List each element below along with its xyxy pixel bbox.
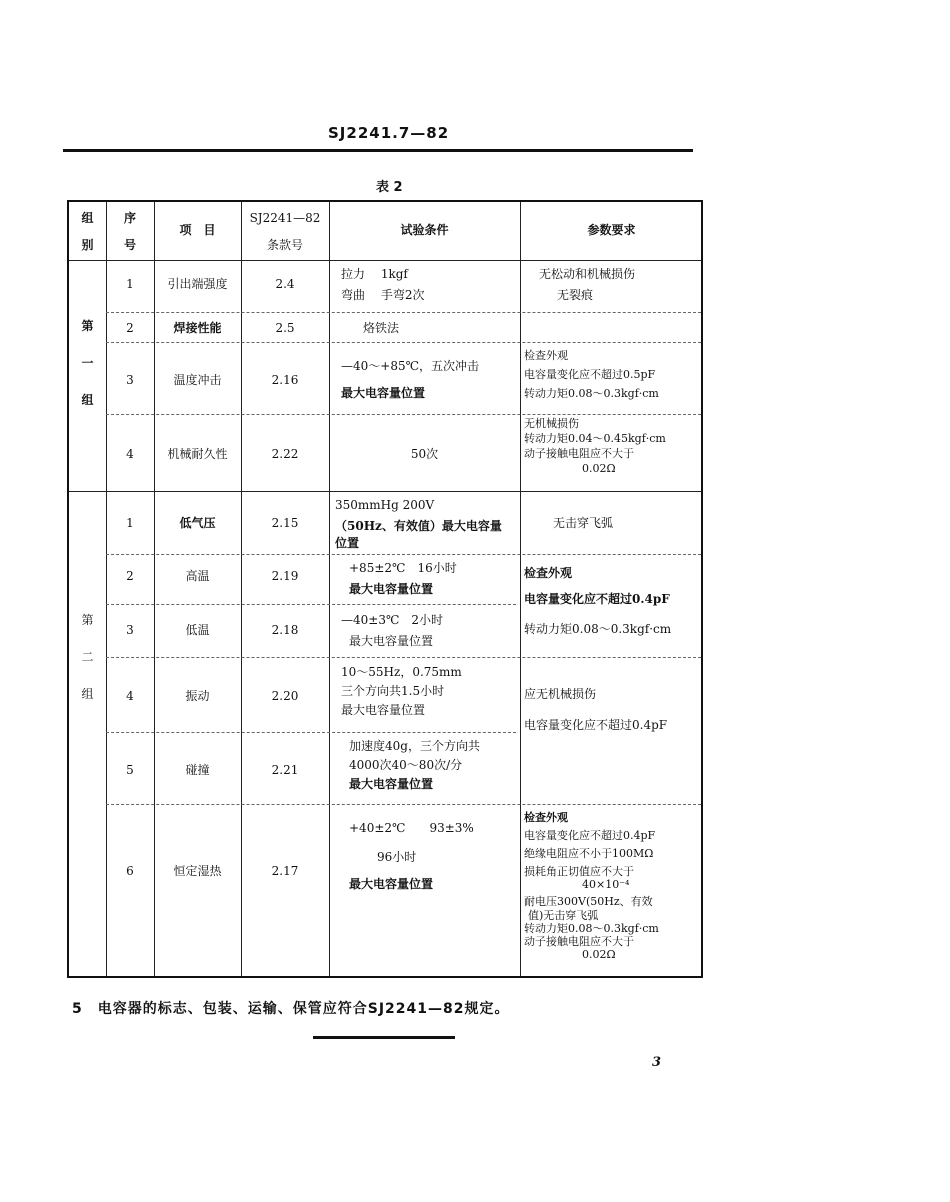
item-cell: 低温 [185, 623, 210, 637]
note-paragraph: 5 电容器的标志、包装、运输、保管应符合SJ2241—82规定。 [72, 1001, 510, 1017]
conditions-cell: 加速度40g，三个方向共 4000次40～80次/分 最大电容量位置 [349, 739, 480, 791]
conditions-cell: 拉力 1kgf 弯曲 手弯2次 [341, 267, 425, 302]
header-group: 组 别 [81, 211, 94, 252]
requirements-cell: 无松动和机械损伤 无裂痕 [539, 267, 636, 302]
col-divider [106, 202, 107, 976]
conditions-cell: 350mmHg 200V （50Hz、有效值）最大电容量 位置 [335, 498, 502, 550]
conditions-cell: 50次 [410, 447, 439, 461]
requirements-cell: 应无机械损伤 电容量变化应不超过0.4pF [524, 687, 668, 732]
row-divider [106, 804, 701, 805]
col-divider [329, 202, 330, 976]
item-cell: 高温 [185, 569, 210, 583]
seq-cell: 1 [126, 277, 134, 291]
group-1-label: 第 一 组 [81, 319, 94, 407]
row-divider [106, 732, 516, 733]
clause-cell: 2.15 [271, 516, 299, 530]
header-seq: 序 号 [123, 211, 136, 252]
seq-cell: 1 [126, 516, 134, 530]
header-divider [69, 260, 701, 261]
seq-cell: 4 [126, 689, 134, 703]
header-clause: SJ2241—82 条款号 [249, 211, 321, 252]
requirements-cell: 检查外观 电容量变化应不超过0.4pF 绝缘电阻应不小于100MΩ 损耗角正切值应不大于 40×10⁻⁴ 耐电压300V(50Hz、有效 值)无击穿飞弧 转动力矩0.08～0.3kgf·cm 动子接触电阻应不大于 0.02Ω [524, 811, 659, 961]
clause-cell: 2.4 [275, 277, 295, 291]
clause-cell: 2.20 [271, 689, 299, 703]
conditions-cell: —40～+85℃，五次冲击 最大电容量位置 [341, 359, 480, 400]
row-divider [106, 342, 701, 343]
conditions-cell: 10～55Hz，0.75mm 三个方向共1.5小时 最大电容量位置 [341, 665, 462, 717]
page-number: 3 [652, 1055, 662, 1070]
seq-cell: 2 [126, 569, 134, 583]
clause-cell: 2.16 [271, 373, 299, 387]
requirements-cell: 检查外观 电容量变化应不超过0.5pF 转动力矩0.08～0.3kgf·cm [524, 349, 659, 400]
clause-cell: 2.19 [271, 569, 299, 583]
item-cell: 恒定湿热 [173, 864, 222, 878]
row-divider [106, 414, 701, 415]
conditions-cell: —40±3℃ 2小时 最大电容量位置 [341, 613, 444, 648]
group-2-label: 第 二 组 [81, 613, 94, 701]
seq-cell: 3 [126, 623, 134, 637]
requirements-cell: 无机械损伤 转动力矩0.04～0.45kgf·cm 动子接触电阻应不大于 0.02Ω [524, 417, 666, 475]
seq-cell: 4 [126, 447, 134, 461]
group-divider [69, 491, 701, 492]
row-divider [106, 312, 701, 313]
col-divider [154, 202, 155, 976]
item-cell: 引出端强度 [167, 277, 228, 291]
conditions-cell: 烙铁法 [363, 321, 400, 335]
seq-cell: 5 [126, 763, 134, 777]
item-cell: 低气压 [179, 516, 216, 530]
row-divider [106, 554, 701, 555]
clause-cell: 2.22 [271, 447, 299, 461]
requirements-cell: 无击穿飞弧 [553, 516, 614, 530]
clause-cell: 2.18 [271, 623, 299, 637]
item-cell: 温度冲击 [173, 373, 222, 387]
clause-cell: 2.5 [275, 321, 295, 335]
header-rule [63, 149, 693, 152]
item-cell: 机械耐久性 [167, 447, 228, 461]
header-conditions: 试验条件 [400, 223, 449, 237]
document-code: SJ2241.7—82 [328, 124, 450, 142]
header-item: 项 目 [179, 223, 216, 237]
row-divider [106, 604, 516, 605]
header-requirements: 参数要求 [587, 223, 636, 237]
seq-cell: 3 [126, 373, 134, 387]
conditions-cell: +85±2℃ 16小时 最大电容量位置 [349, 561, 457, 596]
item-cell: 碰撞 [185, 763, 210, 777]
clause-cell: 2.17 [271, 864, 299, 878]
row-divider [106, 657, 701, 658]
clause-cell: 2.21 [271, 763, 299, 777]
test-table [67, 200, 703, 978]
item-cell: 焊接性能 [173, 321, 222, 335]
table-caption: 表 2 [376, 180, 403, 195]
col-divider [241, 202, 242, 976]
seq-cell: 6 [126, 864, 134, 878]
requirements-cell: 检查外观 电容量变化应不超过0.4pF 转动力矩0.08～0.3kgf·cm [524, 566, 672, 636]
item-cell: 振动 [185, 689, 210, 703]
conditions-cell: +40±2℃ 93±3% 96小时 最大电容量位置 [349, 821, 474, 891]
seq-cell: 2 [126, 321, 134, 335]
col-divider [520, 202, 521, 976]
footer-rule [313, 1036, 455, 1039]
